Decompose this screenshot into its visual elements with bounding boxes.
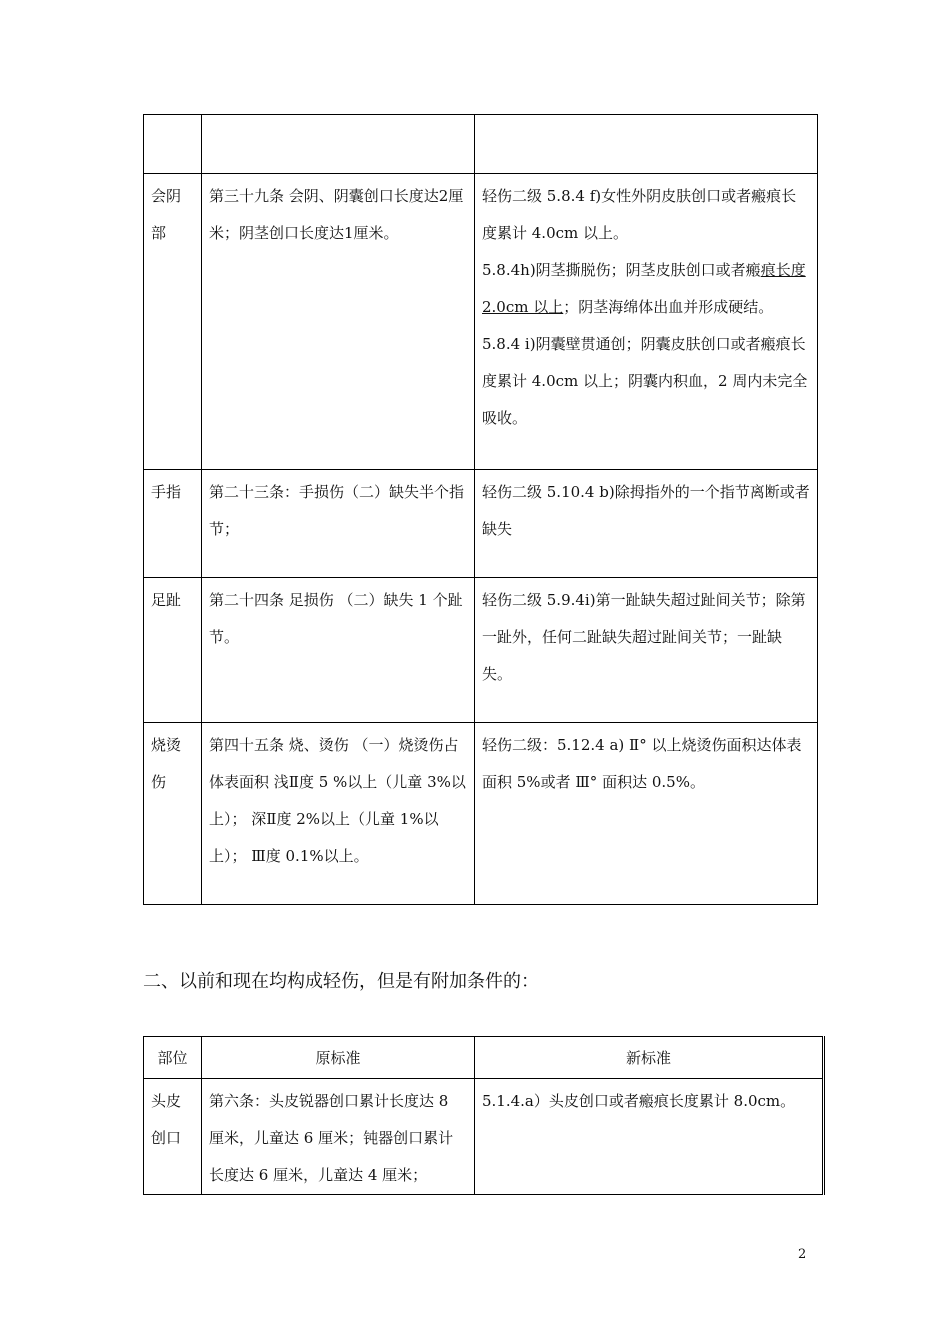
new-standard-cell: 轻伤二级 5.10.4 b)除拇指外的一个指节离断或者缺失 — [475, 470, 818, 578]
body-part-cell: 会阴部 — [144, 174, 202, 470]
table-row — [144, 723, 818, 905]
new-standard-cell — [475, 174, 818, 470]
section-heading: 二、以前和现在均构成轻伤，但是有附加条件的： — [143, 971, 539, 992]
clause: 5.8.4h)阴茎撕脱伤；阴茎皮肤创口或者瘢痕长度 2.0cm 以上；阴茎海绵体出血并形成硬结。 — [482, 261, 806, 316]
empty-cell — [144, 115, 202, 174]
table-row — [144, 1079, 824, 1195]
new-standard-cell: 5.1.4.a）头皮创口或者瘢痕长度累计 8.0cm。 — [475, 1079, 824, 1195]
body-part-cell: 足趾 — [144, 578, 202, 723]
clause: 5.8.4 i)阴囊壁贯通创；阴囊皮肤创口或者瘢痕长度累计 4.0cm 以上；阴囊内积血，2 周内未完全吸收。 — [482, 335, 808, 427]
page-number: 2 — [798, 1247, 807, 1262]
injury-standard-table — [143, 114, 818, 905]
old-standard-cell: 第二十四条 足损伤 （二）缺失 1 个趾节。 — [202, 578, 475, 723]
table-row — [144, 174, 818, 470]
body-part-cell: 手指 — [144, 470, 202, 578]
column-header-part: 部位 — [144, 1037, 202, 1079]
clause: 轻伤二级 5.8.4 f)女性外阴皮肤创口或者瘢痕长度累计 4.0cm 以上。 — [482, 187, 797, 242]
old-standard-cell: 第四十五条 烧、烫伤 （一）烧烫伤占体表面积 浅Ⅱ度 5 %以上（儿童 3%以上）； 深Ⅱ度 2%以上（儿童 1%以上）； Ⅲ度 0.1%以上。 — [202, 723, 475, 905]
conditional-injury-table — [143, 1036, 825, 1195]
new-standard-cell: 轻伤二级 5.9.4i)第一趾缺失超过趾间关节；除第一趾外，任何二趾缺失超过趾间关节；一趾缺失。 — [475, 578, 818, 723]
column-header-old: 原标准 — [202, 1037, 475, 1079]
empty-cell — [202, 115, 475, 174]
body-part-cell: 烧烫伤 — [144, 723, 202, 905]
new-standard-cell: 轻伤二级：5.12.4 a) Ⅱ° 以上烧烫伤面积达体表面积 5%或者 Ⅲ° 面积达 0.5%。 — [475, 723, 818, 905]
column-header-new: 新标准 — [475, 1037, 824, 1079]
table-header-row — [144, 1037, 824, 1079]
old-standard-cell: 第六条：头皮锐器创口累计长度达 8 厘米，儿童达 6 厘米；钝器创口累计长度达 6 厘米，儿童达 4 厘米； — [202, 1079, 475, 1195]
table-row — [144, 578, 818, 723]
underlined-text: 痕长度 2.0cm 以上 — [482, 261, 806, 316]
table-row-continuation — [144, 115, 818, 174]
empty-cell — [475, 115, 818, 174]
table-row — [144, 470, 818, 578]
old-standard-cell: 第三十九条 会阴、阴囊创口长度达2厘米；阴茎创口长度达1厘米。 — [202, 174, 475, 470]
old-standard-cell: 第二十三条：手损伤（二）缺失半个指节； — [202, 470, 475, 578]
body-part-cell: 头皮创口 — [144, 1079, 202, 1195]
